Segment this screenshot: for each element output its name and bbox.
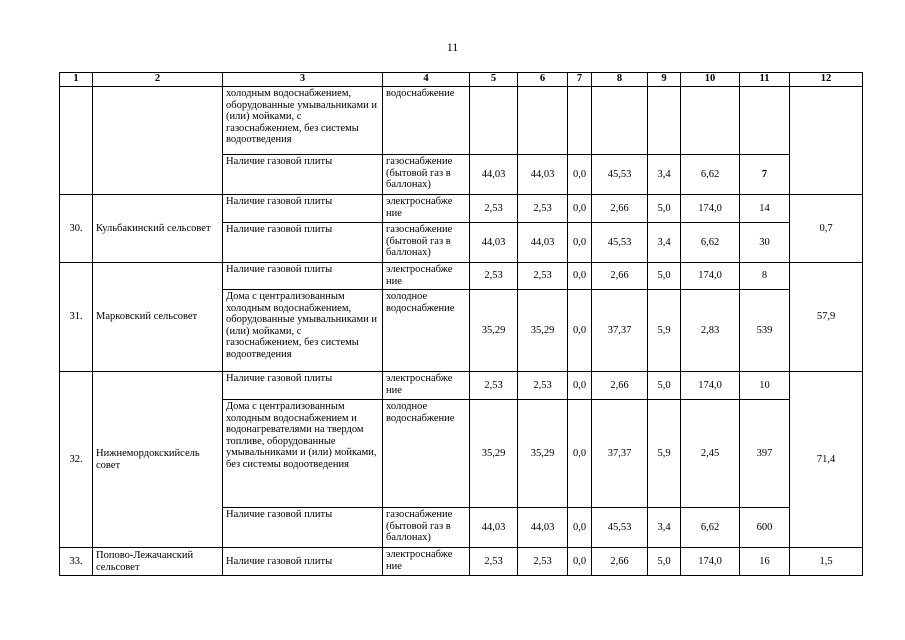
col-header: 1 [60, 73, 93, 87]
cell-num: 31. [60, 263, 93, 372]
cell-type: газоснабжение (бытовой газ в баллонах) [383, 155, 470, 195]
col-header: 5 [470, 73, 518, 87]
cell: 35,29 [518, 400, 568, 508]
cell: 2,53 [470, 548, 518, 576]
col-header: 8 [592, 73, 648, 87]
cell: 2,83 [681, 290, 740, 372]
cell-type: холодное водоснабжение [383, 290, 470, 372]
cell: 2,53 [470, 263, 518, 290]
cell: 5,0 [648, 372, 681, 400]
col-header: 9 [648, 73, 681, 87]
cell-total: 57,9 [790, 263, 863, 372]
cell [592, 87, 648, 155]
cell: 5,9 [648, 400, 681, 508]
cell: 2,66 [592, 263, 648, 290]
cell: 0,0 [568, 223, 592, 263]
cell-desc: Наличие газовой плиты [223, 508, 383, 548]
cell: 2,45 [681, 400, 740, 508]
cell: 5,0 [648, 263, 681, 290]
cell-type: водоснабжение [383, 87, 470, 155]
header-row [60, 73, 863, 87]
cell: 35,29 [470, 290, 518, 372]
cell-num: 32. [60, 372, 93, 548]
cell: 14 [740, 195, 790, 223]
cell [518, 87, 568, 155]
cell: 3,4 [648, 508, 681, 548]
cell: 37,37 [592, 290, 648, 372]
cell-num [60, 87, 93, 195]
cell: 0,0 [568, 195, 592, 223]
cell-type: газоснабжение (бытовой газ в баллонах) [383, 508, 470, 548]
cell: 174,0 [681, 548, 740, 576]
col-header: 4 [383, 73, 470, 87]
cell: 7 [740, 155, 790, 195]
cell-type: электроснабже ние [383, 548, 470, 576]
cell-type: электроснабже ние [383, 372, 470, 400]
cell: 37,37 [592, 400, 648, 508]
cell: 0,0 [568, 548, 592, 576]
tariff-table [59, 72, 863, 576]
col-header: 6 [518, 73, 568, 87]
cell [568, 87, 592, 155]
cell: 174,0 [681, 195, 740, 223]
cell: 35,29 [470, 400, 518, 508]
cell-name: Марковский сельсовет [93, 263, 223, 372]
cell: 44,03 [470, 223, 518, 263]
cell-desc: Наличие газовой плиты [223, 263, 383, 290]
cell-name: Кульбакинский сельсовет [93, 195, 223, 263]
page-number: 11 [446, 40, 459, 54]
cell-total [790, 87, 863, 195]
cell-desc: Дома с централизованным холодным водоснабжением, оборудованные умывальниками и (или) мойками, с газоснабжением, без системы водоотведения [223, 290, 383, 372]
cell: 2,53 [470, 372, 518, 400]
cell-name: Нижнемордокскийсель совет [93, 372, 223, 548]
cell: 0,0 [568, 508, 592, 548]
cell: 6,62 [681, 508, 740, 548]
cell-type: электроснабже ние [383, 195, 470, 223]
cell: 2,66 [592, 195, 648, 223]
cell-type: электроснабже ние [383, 263, 470, 290]
cell: 44,03 [470, 155, 518, 195]
cell: 2,53 [518, 548, 568, 576]
cell [648, 87, 681, 155]
cell-desc: Наличие газовой плиты [223, 372, 383, 400]
cell: 45,53 [592, 508, 648, 548]
table-row [60, 87, 863, 155]
cell: 6,62 [681, 155, 740, 195]
cell: 2,66 [592, 372, 648, 400]
cell: 2,53 [518, 263, 568, 290]
cell: 2,53 [518, 195, 568, 223]
cell-num: 33. [60, 548, 93, 576]
cell [470, 87, 518, 155]
cell-name: Попово-Лежачанский сельсовет [93, 548, 223, 576]
cell: 44,03 [518, 155, 568, 195]
cell: 6,62 [681, 223, 740, 263]
cell-type: холодное водоснабжение [383, 400, 470, 508]
col-header: 12 [790, 73, 863, 87]
cell: 0,0 [568, 400, 592, 508]
cell-desc: Наличие газовой плиты [223, 155, 383, 195]
cell: 0,0 [568, 263, 592, 290]
cell: 35,29 [518, 290, 568, 372]
cell: 10 [740, 372, 790, 400]
cell-type: газоснабжение (бытовой газ в баллонах) [383, 223, 470, 263]
cell: 44,03 [518, 508, 568, 548]
cell: 0,0 [568, 372, 592, 400]
cell-desc: Наличие газовой плиты [223, 195, 383, 223]
cell: 45,53 [592, 155, 648, 195]
cell: 16 [740, 548, 790, 576]
cell-desc: Дома с централизованным холодным водоснабжением и водонагревателями на твердом топливе, оборудованные умывальниками и (или) мойками, без системы водоотведения [223, 400, 383, 508]
table-row [60, 548, 863, 576]
col-header: 2 [93, 73, 223, 87]
cell: 600 [740, 508, 790, 548]
cell: 2,66 [592, 548, 648, 576]
col-header: 11 [740, 73, 790, 87]
cell-total: 71,4 [790, 372, 863, 548]
cell: 397 [740, 400, 790, 508]
cell: 2,53 [470, 195, 518, 223]
cell: 174,0 [681, 372, 740, 400]
cell [740, 87, 790, 155]
cell: 539 [740, 290, 790, 372]
col-header: 7 [568, 73, 592, 87]
cell-desc: Наличие газовой плиты [223, 548, 383, 576]
table-row [60, 372, 863, 400]
cell: 0,0 [568, 290, 592, 372]
cell: 45,53 [592, 223, 648, 263]
cell: 3,4 [648, 155, 681, 195]
cell [681, 87, 740, 155]
cell: 30 [740, 223, 790, 263]
cell: 44,03 [470, 508, 518, 548]
cell-total: 1,5 [790, 548, 863, 576]
cell: 5,9 [648, 290, 681, 372]
cell: 44,03 [518, 223, 568, 263]
cell: 5,0 [648, 195, 681, 223]
cell: 2,53 [518, 372, 568, 400]
cell: 3,4 [648, 223, 681, 263]
cell-desc: Наличие газовой плиты [223, 223, 383, 263]
table-row [60, 263, 863, 290]
cell-num: 30. [60, 195, 93, 263]
table-row [60, 195, 863, 223]
cell: 174,0 [681, 263, 740, 290]
cell: 0,0 [568, 155, 592, 195]
cell: 8 [740, 263, 790, 290]
col-header: 10 [681, 73, 740, 87]
cell-total: 0,7 [790, 195, 863, 263]
cell-name [93, 87, 223, 195]
cell-desc: холодным водоснабжением, оборудованные умывальниками и (или) мойками, с газоснабжением, без системы водоотведения [223, 87, 383, 155]
cell: 5,0 [648, 548, 681, 576]
col-header: 3 [223, 73, 383, 87]
